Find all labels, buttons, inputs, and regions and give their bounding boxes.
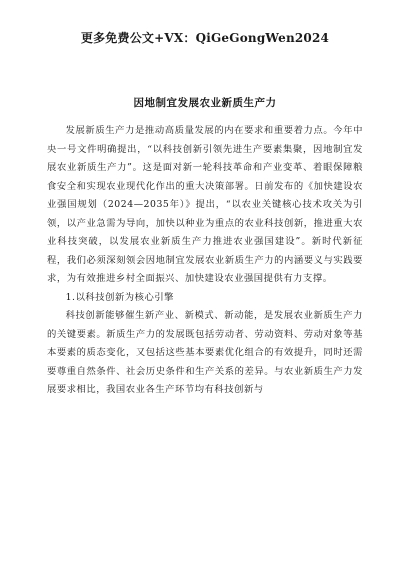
section-heading: 1.以科技创新为核心引擎 bbox=[65, 291, 175, 303]
document-title: 因地制宜发展农业新质生产力 bbox=[133, 97, 277, 109]
section-paragraph: 科技创新能够催生新产业、新模式、新动能，是发展农业新质生产力的关键要素。新质生产力的发展既包括劳动者、劳动资料、劳动对象等基本要素的质态变化，又包括这些基本要素优化组合的有效提升，同时还需要尊重自然条件、社会历史条件和生产关系的差异。与农业新质生产力发展要求相比，我国农业各生产环节均有科技创新与 bbox=[47, 310, 363, 395]
promo-header: 更多免费公文+VX：QiGeGongWen2024 bbox=[80, 31, 330, 45]
intro-paragraph: 发展新质生产力是推动高质量发展的内在要求和重要着力点。今年中央一号文件明确提出，“以科技创新引领先进生产要素集聚，因地制宜发展农业新质生产力”。这是面对新一轮科技革命和产业变革、着眼保障粮食安全和实现农业现代化作出的重大决策部署。日前发布的《加快建设农业强国规划（2024—2035年）》提出，“以农业关键核心技术攻关为引领，以产业急需为导向，加快以种业为重点的农业科技创新，推进重大农业科技突破，以发展农业新质生产力推进农业强国建设”。新时代新征程，我们必须深刻领会因地制宜发展农业新质生产力的内涵要义与实践要求，为有效推进乡村全面振兴、加快建设农业强国提供有力支撑。 bbox=[47, 125, 363, 284]
document-body bbox=[47, 122, 363, 400]
